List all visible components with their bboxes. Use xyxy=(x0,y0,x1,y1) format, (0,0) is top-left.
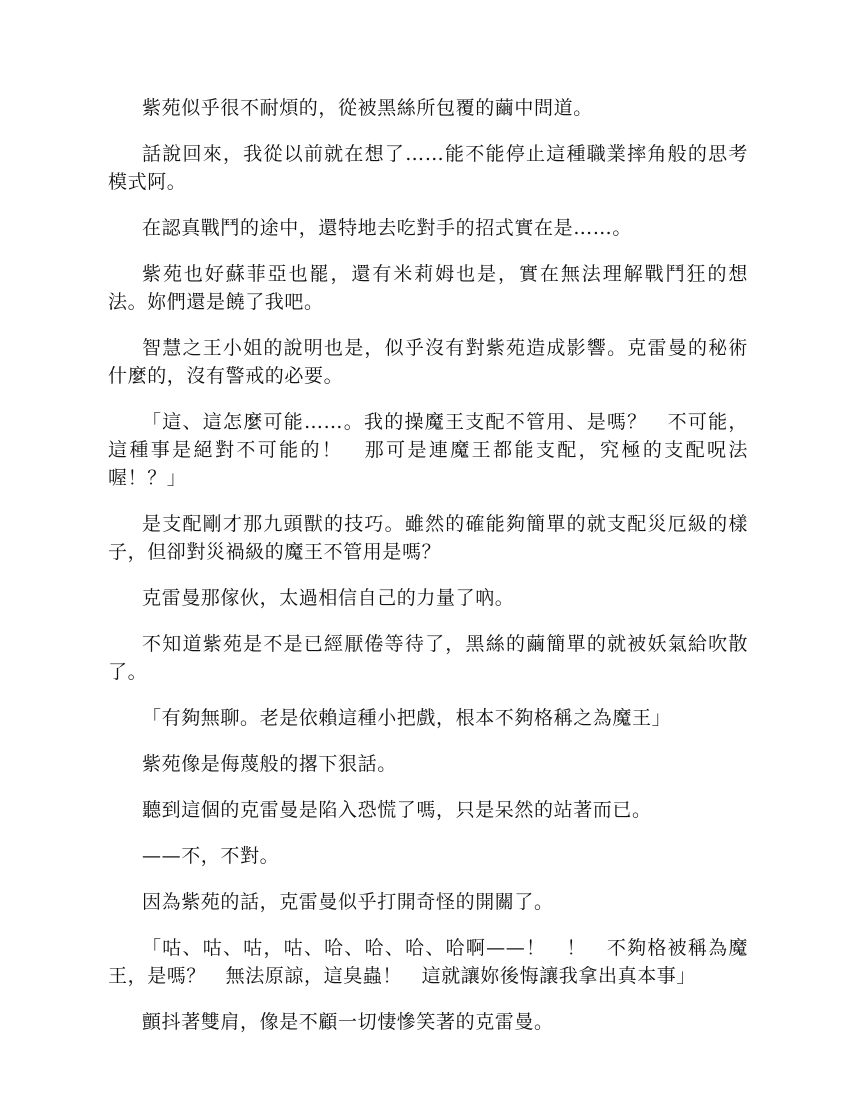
paragraph: 紫苑似乎很不耐煩的，從被黑絲所包覆的繭中問道。 xyxy=(142,97,593,119)
paragraph: 不知道紫苑是不是已經厭倦等待了，黑絲的繭簡單的就被妖氣給吹散了。 xyxy=(108,633,748,683)
paragraph: 因為紫苑的話，克雷曼似乎打開奇怪的開關了。 xyxy=(142,891,554,913)
paragraph: ——不，不對。 xyxy=(142,845,280,867)
paragraph: 顫抖著雙肩，像是不顧一切悽慘笑著的克雷曼。 xyxy=(142,1011,554,1033)
dialogue-paragraph: 「這、這怎麼可能……。我的操魔王支配不管用、是嗎？ 不可能，這種事是絕對不可能的！ 那可是連魔王都能支配，究極的支配呪法喔！？」 xyxy=(108,411,748,489)
paragraph: 克雷曼那傢伙，太過相信自己的力量了吶。 xyxy=(142,587,515,609)
document-page xyxy=(108,94,748,1054)
paragraph: 紫苑也好蘇菲亞也罷，還有米莉姆也是，實在無法理解戰鬥狂的想法。妳們還是饒了我吧。 xyxy=(108,263,748,313)
dialogue-paragraph: 「咕、咕、咕，咕、哈、哈、哈、哈啊——！ ！ 不夠格被稱為魔王，是嗎？ 無法原諒，這臭蟲！ 這就讓妳後悔讓我拿出真本事」 xyxy=(108,937,748,987)
paragraph: 紫苑像是侮蔑般的撂下狠話。 xyxy=(142,753,397,775)
paragraph: 是支配剛才那九頭獸的技巧。雖然的確能夠簡單的就支配災厄級的樣子，但卻對災禍級的魔王不管用是嗎？ xyxy=(108,513,748,563)
dialogue-paragraph: 「有夠無聊。老是依賴這種小把戲，根本不夠格稱之為魔王」 xyxy=(142,707,672,729)
paragraph: 聽到這個的克雷曼是陷入恐慌了嗎，只是呆然的站著而已。 xyxy=(142,799,652,821)
paragraph: 智慧之王小姐的說明也是，似乎沒有對紫苑造成影響。克雷曼的秘術什麼的，沒有警戒的必要。 xyxy=(108,337,748,387)
paragraph: 在認真戰鬥的途中，還特地去吃對手的招式實在是……。 xyxy=(142,217,633,239)
paragraph: 話說回來，我從以前就在想了……能不能停止這種職業摔角般的思考模式阿。 xyxy=(108,143,748,193)
